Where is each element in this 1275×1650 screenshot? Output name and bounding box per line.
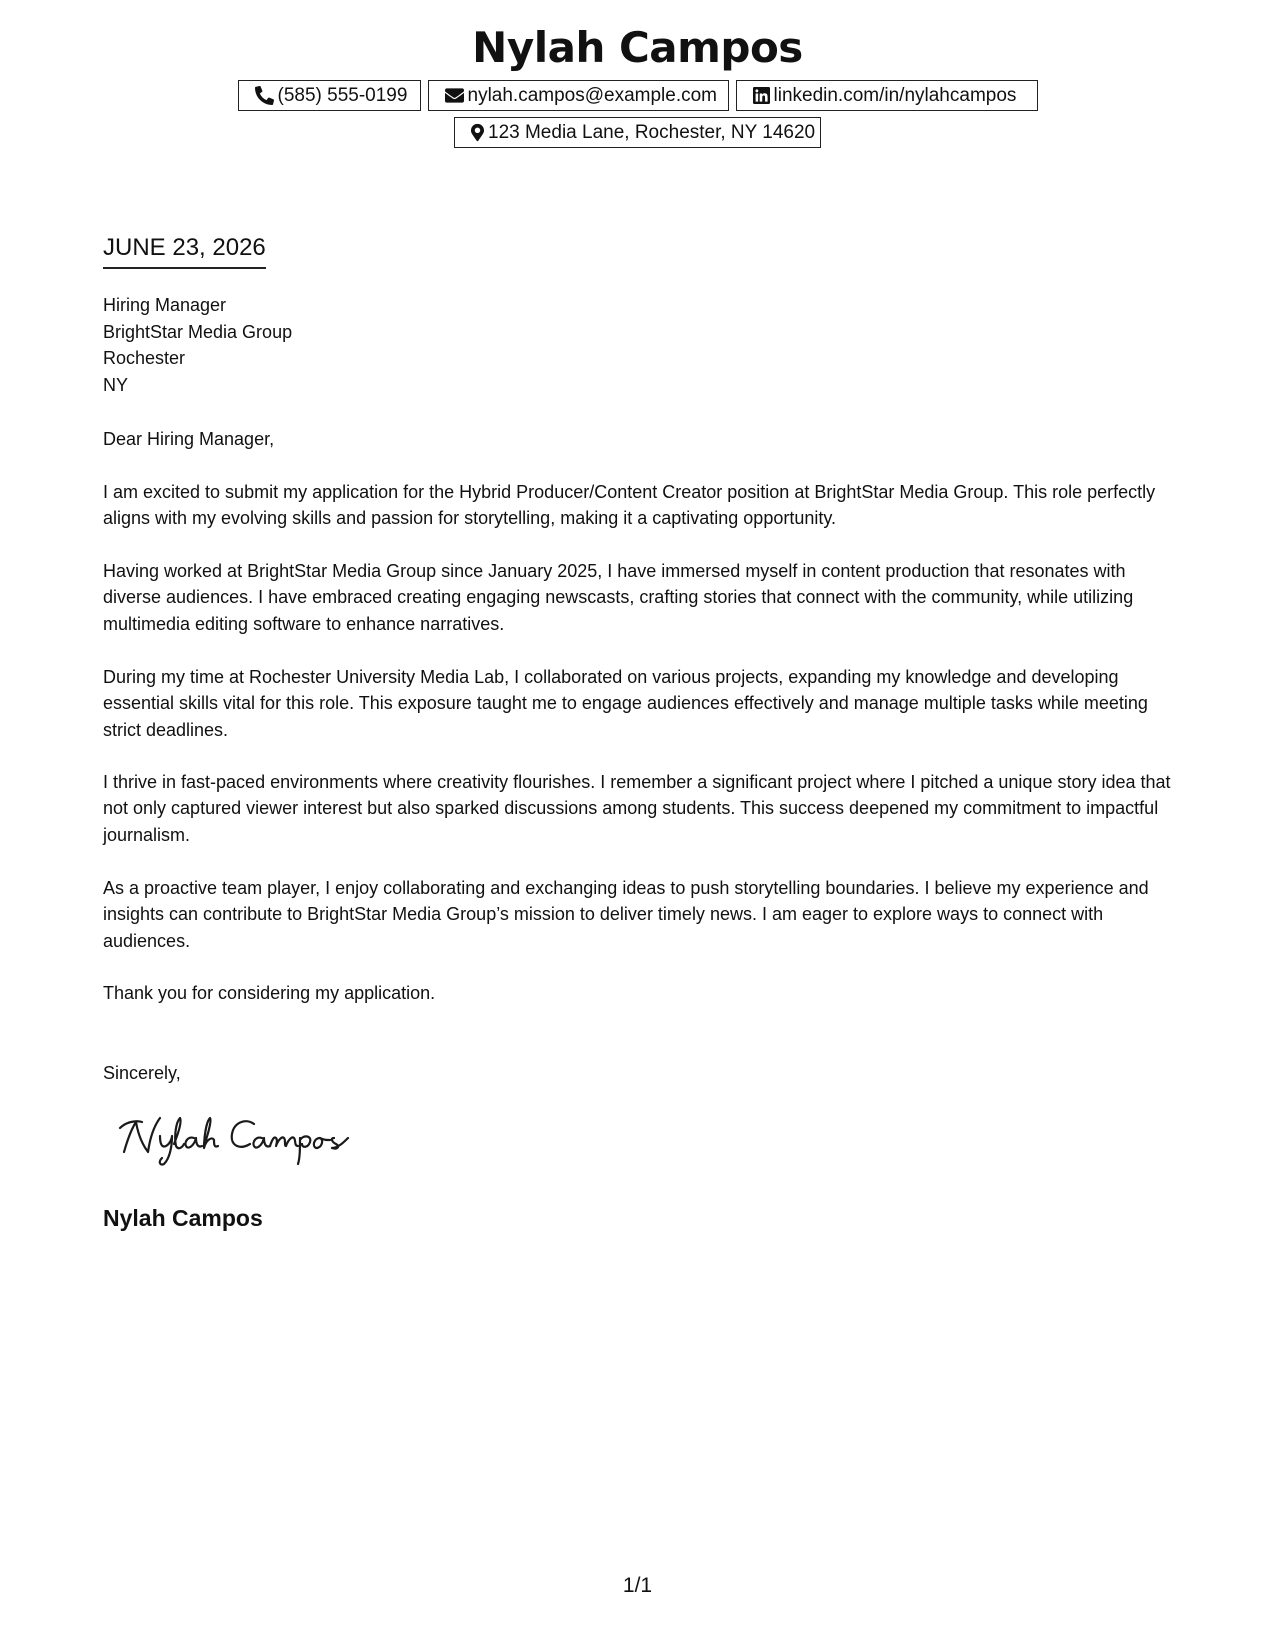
handwritten-signature [116,1108,356,1168]
phone-text: (585) 555-0199 [277,84,408,106]
applicant-name: Nylah Campos [472,23,803,72]
linkedin-contact[interactable] [736,80,1038,111]
body-paragraph-3: During my time at Rochester University Media Lab, I collaborated on various projects, expanding my knowledge and developing essential skills vital for this role. This exposure taught me to engage audiences effectively and manage multiple tasks while meeting strict deadlines. [103,667,1148,740]
closing: Sincerely, [103,1063,181,1083]
map-marker-icon [471,123,484,142]
body-paragraph-4: I thrive in fast-paced environments where creativity flourishes. I remember a significant project where I pitched a unique story idea that not only captured viewer interest but also sparked discussions among students. This success deepened my commitment to impactful journalism. [103,772,1171,845]
address-contact [454,117,821,148]
recipient-title: Hiring Manager [103,295,227,315]
recipient-city: Rochester [103,348,186,368]
letter-date: JUNE 23, 2026 [103,233,266,269]
salutation: Dear Hiring Manager, [103,429,275,449]
phone-icon [255,86,274,105]
body-paragraph-2: Having worked at BrightStar Media Group since January 2025, I have immersed myself in content production that resonates with diverse audiences. I have embraced creating engaging newscasts, crafting stories that connect with the community, while utilizing multimedia editing software to enhance narratives. [103,561,1134,634]
body-paragraph-1: I am excited to submit my application for the Hybrid Producer/Content Creator position at BrightStar Media Group. This role perfectly aligns with my evolving skills and passion for storytelling, making it a captivating opportunity. [103,482,1156,529]
recipient-block [103,292,292,398]
envelope-icon [445,88,464,103]
email-contact[interactable] [428,80,729,111]
contact-row [0,80,1275,111]
recipient-company: BrightStar Media Group [103,321,293,342]
phone-contact [238,80,421,111]
email-text: nylah.campos@example.com [467,84,718,106]
body-paragraph-6: Thank you for considering my application. [103,983,436,1003]
address-text: 123 Media Lane, Rochester, NY 14620 [488,121,816,143]
address-row [0,117,1275,148]
linkedin-text: linkedin.com/in/nylahcampos [773,84,1017,106]
linkedin-icon [753,87,770,104]
body-paragraph-5: As a proactive team player, I enjoy collaborating and exchanging ideas to push storytelling boundaries. I believe my experience and insights can contribute to BrightStar Media Group’s mission to deliver timely news. I am eager to explore ways to connect with audiences. [103,878,1149,951]
signed-name: Nylah Campos [103,1205,263,1231]
page-number: 1/1 [622,1574,653,1597]
recipient-state: NY [103,374,129,395]
